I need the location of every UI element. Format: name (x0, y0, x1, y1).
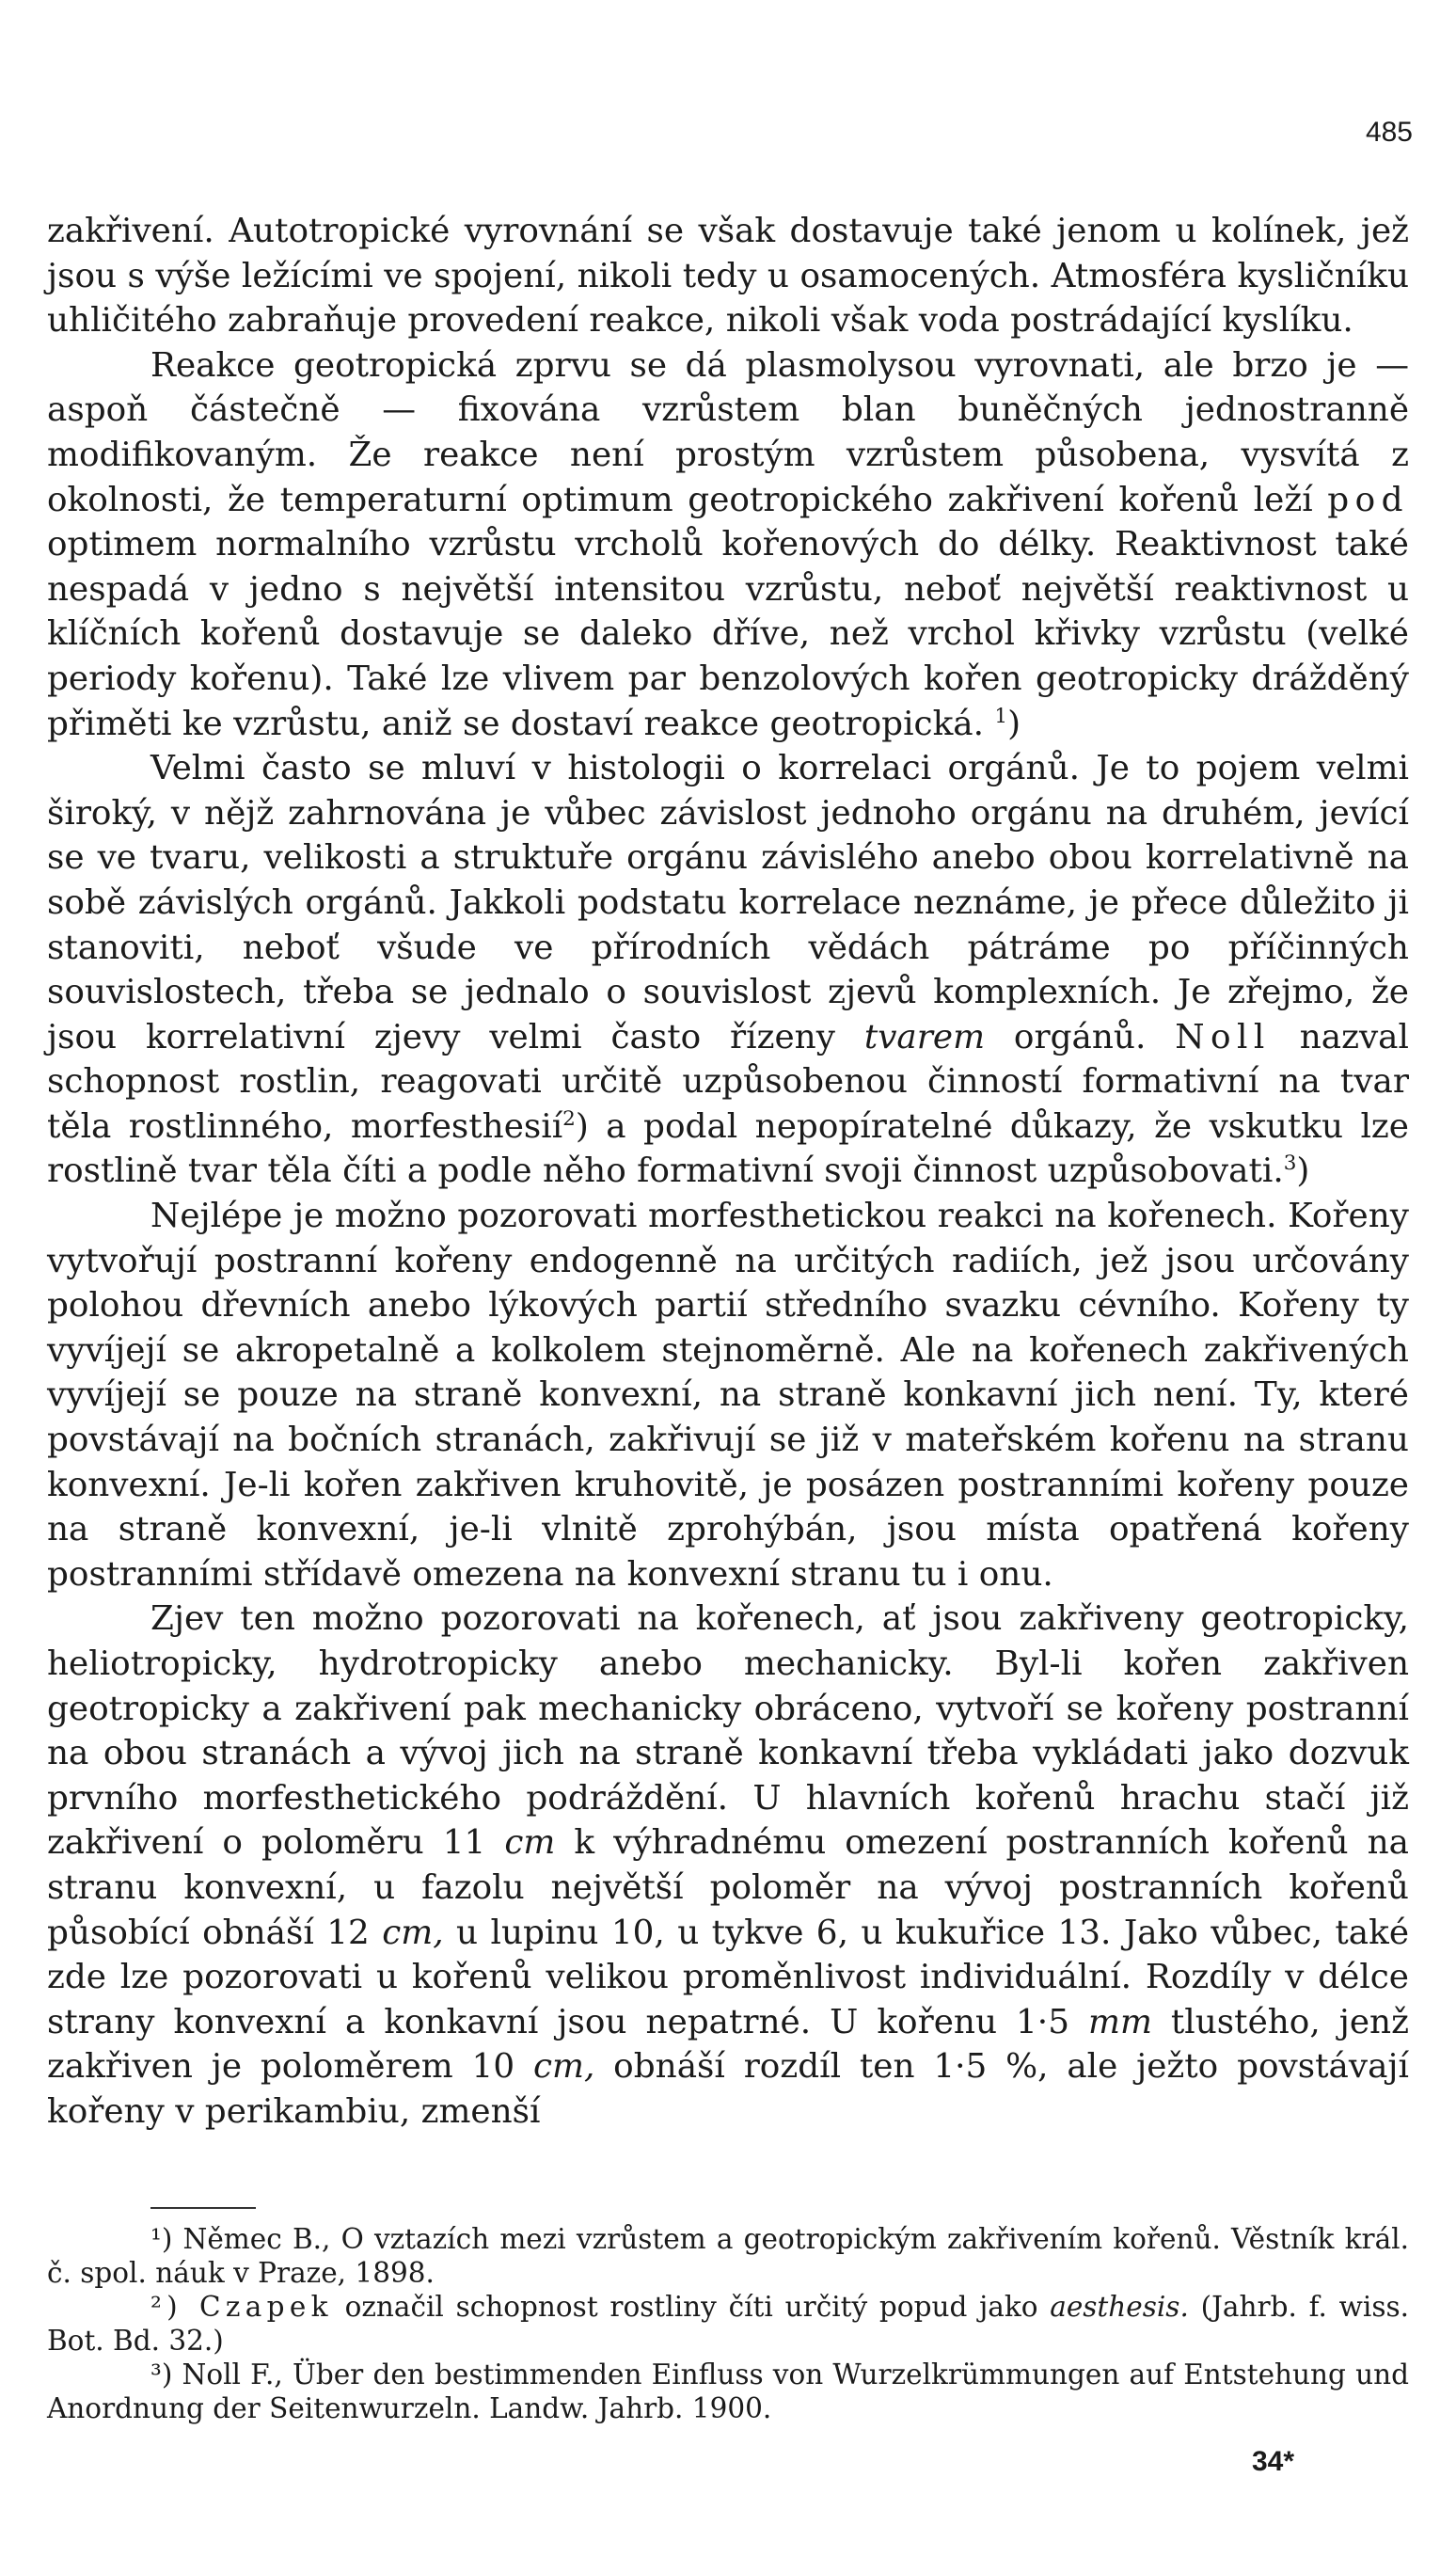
footnote-3: ³) Noll F., Über den bestimmenden Einfluss von Wurzelkrümmungen auf Entstehung und Anordnung der Seitenwurzeln. Landw. Jahrb. 1900. (47, 2359, 1409, 2424)
sheet-signature: 34* (1251, 2446, 1294, 2477)
unit-mm: mm (1088, 2002, 1152, 2041)
footnote-1: ¹) Němec B., O vztazích mezi vzrůstem a geotropickým zakřivením kořenů. Věstník král. č. spol. náuk v Praze, 1898. (47, 2223, 1409, 2289)
emphasis-pod: pod (1327, 480, 1409, 519)
unit-cm-3: cm, (532, 2047, 595, 2087)
body-text (47, 209, 1409, 2135)
paragraph-5-text-b: k výhradnému omezení postranních kořenů na stranu konvexní, u fazolu největší poloměr na vývoj postranních kořenů působící obnáší 12 (47, 1823, 1409, 1952)
paragraph-2-text-b: optimem normalního vzrůstu vrcholů kořenových do délky. Reaktivnost také nespadá v jedno s největší intensitou vzrůstu, neboť největší reaktivnost u klíčních kořenů dostavuje se daleko dříve, než vrchol křivky vzrůstu (velké periody kořenu). Také lze vlivem par benzolových kořen geotropicky drážděný přiměti ke vzrůstu, aniž se dostaví reakce geotropická. (47, 525, 1409, 743)
footnote-ref-1: 1 (994, 704, 1008, 728)
paragraph-4: Nejlépe je možno pozorovati morfesthetickou reakci na kořenech. Kořeny vytvořují postranní kořeny endogenně na určitých radiích, jež jsou určovány polohou dřevních anebo lýkových partií středního svazku cévního. Kořeny ty vyvíjejí se akropetalně a kolkolem stejnoměrně. Ale na kořenech zakřivených vyvíjejí se pouze na straně konvexní, na straně konkavní jich není. Ty, které povstávají na bočních stranách, zakřivují se již v mateřském kořenu na stranu konvexní. Je-li kořen zakřiven kruhovitě, je posázen postranními kořeny pouze na straně konvexní, je-li vlnitě zprohýbán, jsou místa opatřená kořeny postranními střídavě omezena na konvexní stranu tu i onu. (47, 1197, 1409, 1594)
paragraph-3: Velmi často se mluví v histologii o korrelaci orgánů. Je to pojem velmi široký, v nějž zahrnována je vůbec závislost jednoho orgánu na druhém, jevící se ve tvaru, velikosti a struktuře orgánu závislého anebo obou korrelativně na sobě závislých orgánů. Jakkoli podstatu korrelace neznáme, je přece důležito ji stanoviti, neboť všude ve přírodních vědách pátráme po příčinných souvislostech, třeba se jednalo o souvislost zjevů komplexních. Je zřejmo, že jsou korrelativní zjevy velmi často řízeny tvarem orgánů. Noll nazval schopnost rostlin, reagovati určitě uzpůsobenou činností formativní na tvar těla rostlinného, morfesthesií$^2$) a podal nepopíratelné důkazy, že vskutku lze rostlině tvar těla číti a podle něho formativní svoji činnost uzpůsobovati.$^3$) (47, 749, 1409, 1191)
paragraph-5 (47, 1596, 1409, 2134)
unit-cm-2: cm, (382, 1913, 444, 1952)
paragraph-3-text-d: a podal nepopíratelné důkazy, že vskutku lze rostlině tvar těla číti a podle něho formativní svoji činnost uzpůsobovati. (47, 1106, 1409, 1191)
emphasis-tvarem: tvarem (863, 1017, 986, 1056)
author-noll: Noll (1175, 1017, 1271, 1056)
paragraph-2: Reakce geotropická zprvu se dá plasmolysou vyrovnati, ale brzo je — aspoň částečně — fixována vzrůstem blan buněčných jednostranně modifikovaným. Že reakce není prostým vzrůstem působena, vysvítá z okolnosti, že temperaturní optimum geotropického zakřivení kořenů leží pod optimem normalního vzrůstu vrcholů kořenových do délky. Reaktivnost také nespadá v jedno s největší intensitou vzrůstu, neboť největší reaktivnost u klíčních kořenů dostavuje se daleko dříve, než vrchol křivky vzrůstu (velké periody kořenu). Také lze vlivem par benzolových kořen geotropicky drážděný přiměti ke vzrůstu, aniž se dostaví reakce geotropická. $^1$) (47, 345, 1409, 743)
paragraph-5-text-c: u lupinu 10, u tykve 6, u kukuřice 13. Jako vůbec, také zde lze pozorovati u kořenů velikou proměnlivost individuální. Rozdíly v délce strany konvexní a konkavní jsou nepatrné. U kořenu 1·5 (47, 1913, 1410, 2041)
paragraph-1: zakřivení. Autotropické vyrovnání se však dostavuje také jenom u kolínek, jež jsou s výše ležícími ve spojení, nikoli tedy u osamocených. Atmosféra kysličníku uhličitého zabraňuje provedení reakce, nikoli však voda postrádající kyslíku. (47, 212, 1409, 341)
paragraph-3-text-a: Velmi často se mluví v histologii o korrelaci orgánů. Je to pojem velmi široký, v nějž zahrnována je vůbec závislost jednoho orgánu na druhém, jevící se ve tvaru, velikosti a struktuře orgánu závislého anebo obou korrelativně na sobě závislých orgánů. Jakkoli podstatu korrelace neznáme, je přece důležito ji stanoviti, neboť všude ve přírodních vědách pátráme po příčinných souvislostech, třeba se jednalo o souvislost zjevů komplexních. Je zřejmo, že jsou korrelativní zjevy velmi často řízeny (47, 749, 1409, 1056)
paragraph-5-text-e: obnáší rozdíl ten 1·5 %, ale ježto povstávají kořeny v perikambiu, zmenší (47, 2047, 1409, 2131)
footnote-ref-3: 3 (1283, 1151, 1297, 1176)
paragraph-3-text-b: orgánů. (1013, 1017, 1147, 1056)
page-number: 485 (1365, 117, 1413, 148)
footnote-2 (47, 2290, 1409, 2358)
footnote-2-text-a: označil schopnost rostliny číti určitý popud jako (344, 2291, 1038, 2323)
footnote-divider (150, 2207, 256, 2209)
paragraph-3-text-c: nazval schopnost rostlin, reagovati určitě uzpůsobenou činností formativní na tvar těla rostlinného, morfesthesií (47, 1017, 1409, 1146)
paragraph-5-text-d: tlustého, jenž zakřiven je poloměrem 10 (47, 2002, 1409, 2087)
footnotes (47, 2222, 1409, 2425)
footnote-2-text-b: (Jahrb. f. wiss. Bot. Bd. 32.) (47, 2291, 1409, 2357)
footnote-2-author: ²) Czapek (150, 2291, 333, 2323)
footnote-ref-2: 2 (562, 1106, 576, 1131)
paragraph-2-text-a: Reakce geotropická zprvu se dá plasmolysou vyrovnati, ale brzo je — aspoň částečně — fixována vzrůstem blan buněčných jednostranně modifikovaným. Že reakce není prostým vzrůstem působena, vysvítá z okolnosti, že temperaturní optimum geotropického zakřivení kořenů leží (47, 345, 1409, 519)
paragraph-5-text-a: Zjev ten možno pozorovati na kořenech, ať jsou zakřiveny geotropicky, heliotropicky, hydrotropicky anebo mechanicky. Byl-li kořen zakřiven geotropicky a zakřivení pak mechanicky obráceno, vytvoří se kořeny postranní na obou stranách a vývoj jich na straně konkavní třeba vykládati jako dozvuk prvního morfesthetického podráždění. U hlavních kořenů hrachu stačí již zakřivení o poloměru 11 (47, 1599, 1409, 1863)
footnote-2-term: aesthesis. (1050, 2291, 1189, 2323)
unit-cm-1: cm (504, 1823, 556, 1863)
